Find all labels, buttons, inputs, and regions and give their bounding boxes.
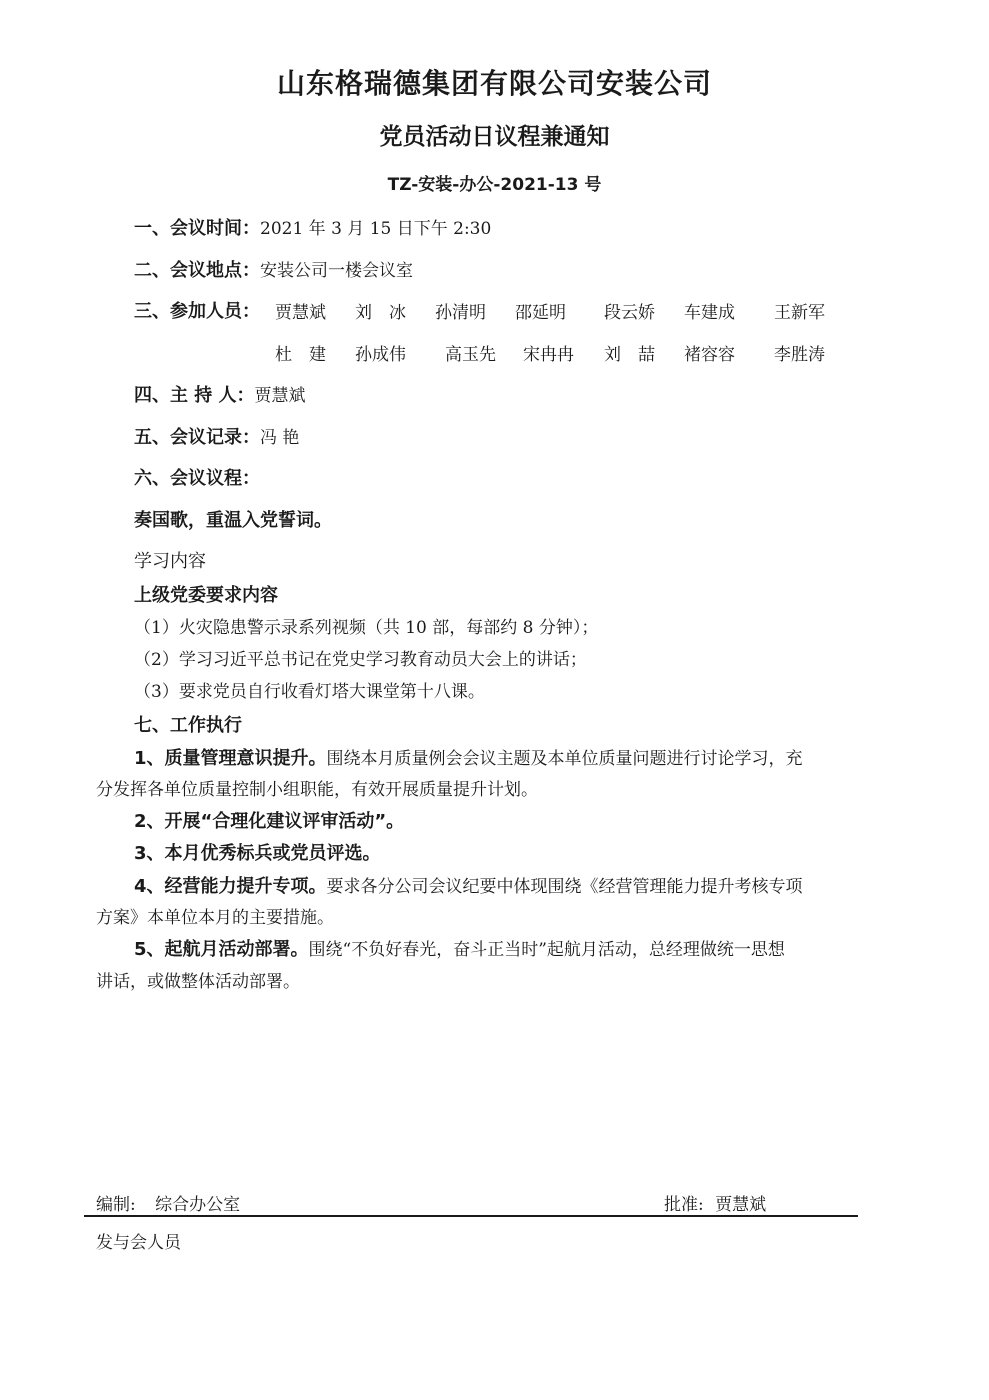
- attendee-name: 高玉先: [445, 345, 496, 365]
- approved-label: 批准:: [664, 1195, 704, 1215]
- work-item-4-title: 4、经营能力提升专项。: [134, 876, 327, 897]
- work-item-3: 3、本月优秀标兵或党员评选。: [134, 843, 381, 864]
- attendee-name: 褚容容: [684, 345, 735, 365]
- work-item-5-continued: 讲话，或做整体活动部署。: [96, 972, 300, 992]
- agenda-label: 六、会议议程：: [134, 468, 260, 489]
- document-subtitle: 党员活动日议程兼通知: [379, 124, 610, 150]
- approved-value: 贾慧斌: [715, 1195, 767, 1215]
- attendee-name: 李胜涛: [774, 345, 825, 365]
- document-title: 山东格瑞德集团有限公司安装公司: [276, 67, 712, 100]
- prepared-value: 综合办公室: [155, 1195, 241, 1215]
- work-item-4: [134, 872, 803, 898]
- study-item: （3）要求党员自行收看灯塔大课堂第十八课。: [134, 682, 485, 702]
- attendee-name: 车建成: [684, 303, 735, 323]
- attendee-name: 刘 喆: [604, 345, 655, 365]
- work-item-4-text: 要求各分公司会议纪要中体现围绕《经营管理能力提升考核专项: [326, 877, 803, 897]
- recorder-value: 冯 艳: [260, 428, 300, 448]
- attendee-name: 孙清明: [435, 303, 486, 323]
- recorder-label: 五、会议记录：: [134, 427, 260, 448]
- host-row: [134, 381, 306, 407]
- work-item-1: [134, 744, 803, 770]
- attendees-label: 三、参加人员：: [134, 301, 260, 322]
- work-item-5-text: 围绕“不负好春光，奋斗正当时”起航月活动，总经理做统一思想: [308, 940, 785, 960]
- work-item-1-text: 围绕本月质量例会会议主题及本单位质量问题进行讨论学习，充: [326, 749, 803, 769]
- meeting-place-value: 安装公司一楼会议室: [260, 261, 413, 281]
- recorder-row: [134, 423, 299, 449]
- document-number: TZ-安装-办公-2021-13 号: [387, 175, 602, 195]
- work-item-1-title: 1、质量管理意识提升。: [134, 748, 327, 769]
- meeting-place-label: 二、会议地点：: [134, 260, 260, 281]
- prepared-label: 编制:: [96, 1195, 136, 1215]
- agenda-row: [134, 464, 260, 490]
- study-item: （2）学习习近平总书记在党史学习教育动员大会上的讲话；: [134, 650, 587, 670]
- prepared-by: [96, 1190, 240, 1215]
- requirement-heading: 上级党委要求内容: [134, 585, 278, 606]
- work-item-1-continued: 分发挥各单位质量控制小组职能，有效开展质量提升计划。: [96, 780, 538, 800]
- work-item-2: 2、开展“合理化建议评审活动”。: [134, 811, 405, 832]
- attendee-name: 孙成伟: [355, 345, 406, 365]
- host-value: 贾慧斌: [254, 386, 306, 406]
- work-item-4-continued: 方案》本单位本月的主要措施。: [96, 908, 334, 928]
- work-item-5-title: 5、起航月活动部署。: [134, 939, 309, 960]
- footer-divider: [84, 1215, 858, 1217]
- approved-by: [664, 1190, 766, 1215]
- attendee-name: 刘 冰: [355, 303, 406, 323]
- meeting-place-row: [134, 256, 413, 282]
- attendee-name: 王新军: [774, 303, 825, 323]
- work-item-5: [134, 935, 785, 961]
- agenda-opening: 奏国歌，重温入党誓词。: [134, 510, 332, 531]
- attendee-name: 贾慧斌: [275, 303, 326, 323]
- distribution: 发与会人员: [96, 1233, 181, 1253]
- meeting-time-label: 一、会议时间：: [134, 218, 260, 239]
- meeting-time-value: 2021 年 3 月 15 日下午 2:30: [260, 219, 492, 239]
- attendee-name: 邵延明: [515, 303, 566, 323]
- study-heading: 学习内容: [134, 551, 206, 572]
- attendees-row: [134, 297, 260, 323]
- study-item: （1）火灾隐患警示录系列视频（共 10 部，每部约 8 分钟）；: [134, 618, 599, 638]
- attendee-name: 宋冉冉: [523, 345, 574, 365]
- host-label: 四、主 持 人：: [134, 385, 255, 406]
- work-heading: 七、工作执行: [134, 715, 242, 736]
- attendee-name: 杜 建: [275, 345, 326, 365]
- attendee-name: 段云娇: [604, 303, 655, 323]
- meeting-time-row: [134, 214, 491, 240]
